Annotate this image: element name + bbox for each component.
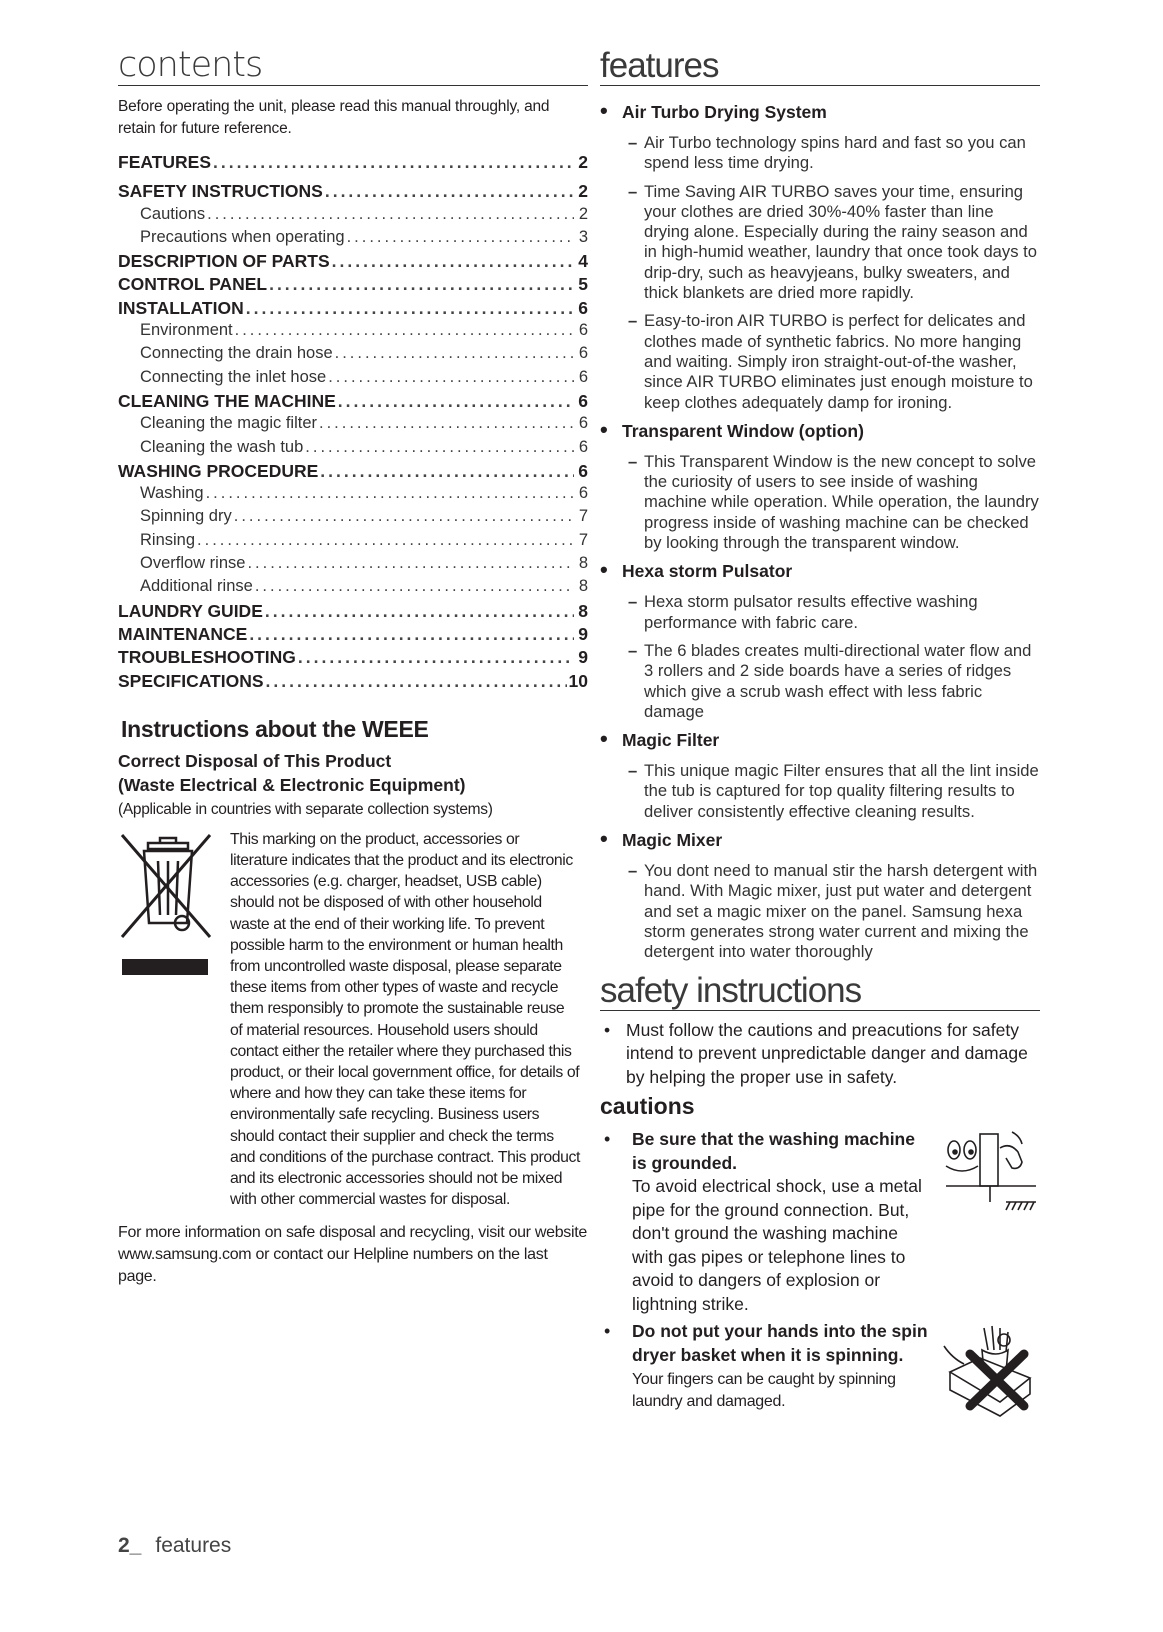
toc-entry-label: WASHING PROCEDURE bbox=[118, 460, 319, 481]
feature-block bbox=[600, 416, 1040, 553]
contents-title: contents bbox=[118, 48, 588, 86]
toc-leader-dots bbox=[328, 368, 574, 387]
toc-entry-page: 6 bbox=[578, 390, 588, 411]
hand-in-basket-prohibited-icon bbox=[940, 1320, 1040, 1425]
toc-entry-label: Environment bbox=[140, 321, 233, 340]
toc-entry bbox=[118, 647, 588, 670]
toc-entry bbox=[118, 414, 588, 437]
feature-heading bbox=[600, 416, 1040, 442]
feature-point bbox=[628, 592, 1040, 633]
toc-entry-label: Precautions when operating bbox=[140, 227, 345, 246]
feature-point-text: You dont need to manual stir the harsh detergent with hand. With Magic mixer, just put water and detergent and set a magic mixer on the panel. Samsung hexa storm generates strong water current and mixing the detergent into water thoroughly bbox=[644, 861, 1038, 962]
feature-point bbox=[628, 311, 1040, 412]
feature-point bbox=[628, 133, 1040, 174]
toc-entry-label: Cleaning the wash tub bbox=[140, 437, 304, 456]
right-column bbox=[600, 48, 1040, 1429]
caution-body: To avoid electrical shock, use a metal pipe for the ground connection. But, don't ground the washing machine with gas pipes or telephone lines to avoid to dangers of explosion or lightning strike. bbox=[632, 1176, 922, 1314]
features-list bbox=[600, 98, 1040, 963]
feature-heading-text: Hexa storm Pulsator bbox=[622, 561, 793, 582]
toc-leader-dots bbox=[197, 531, 574, 550]
toc-entry-label: Cautions bbox=[140, 204, 206, 223]
feature-point bbox=[628, 452, 1040, 553]
weee-subtitle-1: Correct Disposal of This Product bbox=[118, 750, 392, 771]
toc-entry-label: FEATURES bbox=[118, 152, 212, 172]
toc-entry-label: Cleaning the magic filter bbox=[140, 414, 318, 433]
toc-entry bbox=[118, 228, 588, 251]
toc-entry-label: SAFETY INSTRUCTIONS bbox=[118, 181, 323, 202]
dash-bullet: – bbox=[628, 592, 638, 612]
feature-heading bbox=[600, 826, 1040, 852]
toc-entry bbox=[118, 507, 588, 530]
dash-bullet: – bbox=[628, 311, 638, 331]
toc-leader-dots bbox=[266, 671, 567, 692]
toc-entry bbox=[118, 152, 588, 175]
feature-point bbox=[628, 761, 1040, 822]
weee-more-info: For more information on safe disposal and recycling, visit our website www.samsung.com or contact our Helpline numbers on the last page. bbox=[118, 1224, 588, 1286]
bullet: • bbox=[600, 826, 608, 852]
toc-entry-page: 3 bbox=[578, 227, 588, 246]
toc-entry bbox=[118, 251, 588, 274]
dash-bullet: – bbox=[628, 640, 638, 660]
toc-leader-dots bbox=[319, 414, 574, 433]
feature-block bbox=[600, 98, 1040, 413]
caution-text bbox=[632, 1128, 932, 1316]
toc-entry-page: 9 bbox=[578, 647, 588, 668]
toc-entry bbox=[118, 554, 588, 577]
weee-subtitle-2: (Waste Electrical & Electronic Equipment) bbox=[118, 774, 466, 795]
feature-point-text: Easy-to-iron AIR TURBO is perfect for delicates and clothes made of synthetic fabrics. No more hanging and waiting. Simply iron straight-out-of-the washer, since AIR TURBO eliminates just enough moisture to keep clothes adequately damp for ironing. bbox=[644, 311, 1033, 412]
toc-entry-page: 6 bbox=[578, 344, 588, 363]
toc-leader-dots bbox=[335, 344, 574, 363]
bullet: • bbox=[600, 98, 608, 123]
bullet: • bbox=[600, 726, 608, 752]
toc-entry-page: 2 bbox=[578, 204, 588, 223]
toc-entry bbox=[118, 461, 588, 484]
bullet: • bbox=[604, 1019, 611, 1040]
toc-entry-label: LAUNDRY GUIDE bbox=[118, 600, 263, 621]
contents-intro: Before operating the unit, please read this manual throughly, and retain for future reference. bbox=[118, 98, 550, 137]
toc-leader-dots bbox=[213, 152, 574, 173]
feature-block bbox=[600, 726, 1040, 822]
weee-title: Instructions about the WEEE bbox=[121, 715, 429, 742]
dash-bullet: – bbox=[628, 451, 638, 471]
feature-block bbox=[600, 557, 1040, 722]
feature-heading-text: Transparent Window (option) bbox=[622, 420, 864, 441]
toc-entry-label: Connecting the drain hose bbox=[140, 344, 333, 363]
cautions-heading: cautions bbox=[600, 1093, 695, 1119]
toc-entry-page: 6 bbox=[578, 414, 588, 433]
weee-body bbox=[118, 829, 588, 1211]
toc-entry-page: 9 bbox=[578, 623, 588, 644]
toc-entry bbox=[118, 321, 588, 344]
feature-heading bbox=[600, 557, 1040, 583]
toc-entry-page: 7 bbox=[578, 530, 588, 549]
left-column bbox=[118, 45, 588, 1288]
toc-entry bbox=[118, 531, 588, 554]
page-number: 2_ bbox=[118, 1534, 142, 1557]
feature-point-text: The 6 blades creates multi-directional water flow and 3 rollers and 2 side boards have a series of ridges which give a scrub wash effect with less fabric damage bbox=[644, 640, 1032, 721]
toc-leader-dots bbox=[332, 251, 574, 272]
dash-bullet: – bbox=[628, 761, 638, 781]
toc-entry-label: Rinsing bbox=[140, 530, 196, 549]
bullet: • bbox=[600, 416, 608, 442]
toc-leader-dots bbox=[269, 274, 574, 295]
toc-entry-page: 6 bbox=[578, 367, 588, 386]
toc-entry-label: CLEANING THE MACHINE bbox=[118, 390, 336, 411]
toc-entry bbox=[118, 671, 588, 694]
footer-section: features bbox=[155, 1534, 232, 1557]
toc-leader-dots bbox=[235, 321, 574, 340]
toc-leader-dots bbox=[207, 205, 574, 224]
caution-item bbox=[604, 1320, 1040, 1425]
feature-heading-text: Magic Mixer bbox=[622, 830, 723, 851]
weee-note: (Applicable in countries with separate collection systems) bbox=[118, 800, 493, 818]
toc-entry bbox=[118, 298, 588, 321]
caution-body: Your fingers can be caught by spinning laundry and damaged. bbox=[632, 1371, 896, 1410]
bullet: • bbox=[600, 557, 608, 583]
toc-entry-page: 6 bbox=[578, 484, 588, 503]
safety-intro-text: Must follow the cautions and preacutions for safety intend to prevent unpredictable danger and damage by helping the proper use in safety. bbox=[626, 1019, 1028, 1087]
toc-entry-page: 4 bbox=[578, 251, 588, 272]
dash-bullet: – bbox=[628, 861, 638, 881]
toc-entry bbox=[118, 624, 588, 647]
feature-point bbox=[628, 641, 1040, 722]
toc-entry bbox=[118, 577, 588, 600]
toc-entry bbox=[118, 391, 588, 414]
feature-point-text: Air Turbo technology spins hard and fast so you can spend less time drying. bbox=[644, 133, 1026, 173]
caution-item bbox=[604, 1128, 1040, 1316]
bullet: • bbox=[604, 1129, 611, 1149]
safety-title: safety instructions bbox=[600, 973, 1040, 1011]
toc-entry-page: 10 bbox=[568, 670, 588, 691]
feature-point-text: This unique magic Filter ensures that all the lint inside the tub is captured for top quality filtering results to deliver consistently effective cleaning results. bbox=[644, 761, 1039, 821]
toc-leader-dots bbox=[338, 391, 574, 412]
page-footer bbox=[118, 1534, 231, 1558]
toc-leader-dots bbox=[325, 181, 574, 202]
weee-body-text: This marking on the product, accessories or literature indicates that the product and its electronic accessories (e.g. charger, headset, USB cable) should not be disposed of with other household waste at the end of their working life. To prevent possible harm to the environment or human health from uncontrolled waste disposal, please separate these items from other types of waste and recycle them responsibly to promote the sustainable reuse of material resources. Household users should contact either the retailer where they purchased this product, or their local government office, for details of where and how they can take these items for environmentally safe recycling. Business users should contact their supplier and check the terms and conditions of the purchase contract. This product and its electronic accessories should not be mixed with other commercial wastes for disposal. bbox=[230, 830, 580, 1209]
toc-entry bbox=[118, 484, 588, 507]
toc-entry-label: Washing bbox=[140, 484, 204, 503]
toc-entry-label: SPECIFICATIONS bbox=[118, 670, 264, 691]
feature-heading-text: Air Turbo Drying System bbox=[622, 102, 827, 122]
toc-leader-dots bbox=[298, 647, 574, 668]
feature-block bbox=[600, 826, 1040, 962]
toc-entry-page: 5 bbox=[578, 274, 588, 295]
toc-leader-dots bbox=[320, 461, 574, 482]
caution-text bbox=[632, 1320, 932, 1425]
dash-bullet: – bbox=[628, 133, 638, 152]
toc-leader-dots bbox=[246, 298, 574, 319]
toc-entry-page: 6 bbox=[578, 460, 588, 481]
toc-entry-label: INSTALLATION bbox=[118, 297, 244, 318]
toc-entry-label: Additional rinse bbox=[140, 577, 253, 596]
toc-entry-page: 8 bbox=[578, 600, 588, 621]
caution-bold: Be sure that the washing machine is grounded. bbox=[632, 1129, 915, 1173]
toc-entry bbox=[118, 601, 588, 624]
toc-leader-dots bbox=[249, 624, 574, 645]
toc-entry-page: 6 bbox=[578, 437, 588, 456]
toc-entry-label: MAINTENANCE bbox=[118, 623, 248, 644]
dash-bullet: – bbox=[628, 181, 638, 201]
feature-heading-text: Magic Filter bbox=[622, 730, 720, 751]
toc-entry bbox=[118, 181, 588, 204]
toc-leader-dots bbox=[247, 554, 574, 573]
toc-entry-page: 8 bbox=[578, 554, 588, 573]
features-title: features bbox=[600, 48, 1040, 86]
toc-entry-label: DESCRIPTION OF PARTS bbox=[118, 251, 330, 272]
toc-entry bbox=[118, 274, 588, 297]
toc-entry-label: Spinning dry bbox=[140, 507, 232, 526]
toc-entry-label: Connecting the inlet hose bbox=[140, 367, 327, 386]
toc-entry-page: 2 bbox=[578, 152, 588, 172]
safety-intro bbox=[604, 1019, 1040, 1090]
toc-entry bbox=[118, 205, 588, 228]
toc-entry bbox=[118, 438, 588, 461]
crossed-out-wheelie-bin-icon bbox=[118, 829, 230, 1211]
feature-point-text: Time Saving AIR TURBO saves your time, ensuring your clothes are dried 30%-40% faster than line drying alone. Especially during the rainy season and in high-humid weather, laundry that once took days to drip-dry, such as heavyjeans, bulky sweaters, and thick blankets are dried more rapidly. bbox=[644, 181, 1037, 303]
toc-leader-dots bbox=[305, 438, 574, 457]
toc-entry-page: 6 bbox=[578, 297, 588, 318]
toc-leader-dots bbox=[206, 484, 574, 503]
feature-point bbox=[628, 861, 1040, 962]
toc-entry-page: 6 bbox=[578, 321, 588, 340]
feature-heading bbox=[600, 726, 1040, 752]
toc-entry bbox=[118, 368, 588, 391]
table-of-contents bbox=[118, 152, 588, 694]
feature-point-text: This Transparent Window is the new concept to solve the curiosity of users to see inside of washing machine while operation. While operation, the laundry progress inside of washing machine can be checked by looking through the transparent window. bbox=[644, 451, 1039, 553]
toc-entry-label: Overflow rinse bbox=[140, 554, 246, 573]
bullet: • bbox=[604, 1321, 611, 1341]
grounding-illustration-icon bbox=[940, 1128, 1040, 1316]
caution-bold: Do not put your hands into the spin dryer basket when it is spinning. bbox=[632, 1321, 928, 1365]
feature-point-text: Hexa storm pulsator results effective washing performance with fabric care. bbox=[644, 592, 978, 632]
toc-entry-page: 7 bbox=[578, 507, 588, 526]
feature-point bbox=[628, 182, 1040, 304]
toc-leader-dots bbox=[347, 228, 574, 247]
toc-entry bbox=[118, 344, 588, 367]
toc-leader-dots bbox=[234, 507, 574, 526]
toc-entry-page: 8 bbox=[578, 577, 588, 596]
toc-entry-page: 2 bbox=[578, 181, 588, 202]
toc-entry-label: TROUBLESHOOTING bbox=[118, 647, 296, 668]
toc-entry-label: CONTROL PANEL bbox=[118, 274, 268, 295]
toc-leader-dots bbox=[255, 577, 574, 596]
feature-heading bbox=[600, 98, 1040, 123]
toc-leader-dots bbox=[265, 601, 574, 622]
